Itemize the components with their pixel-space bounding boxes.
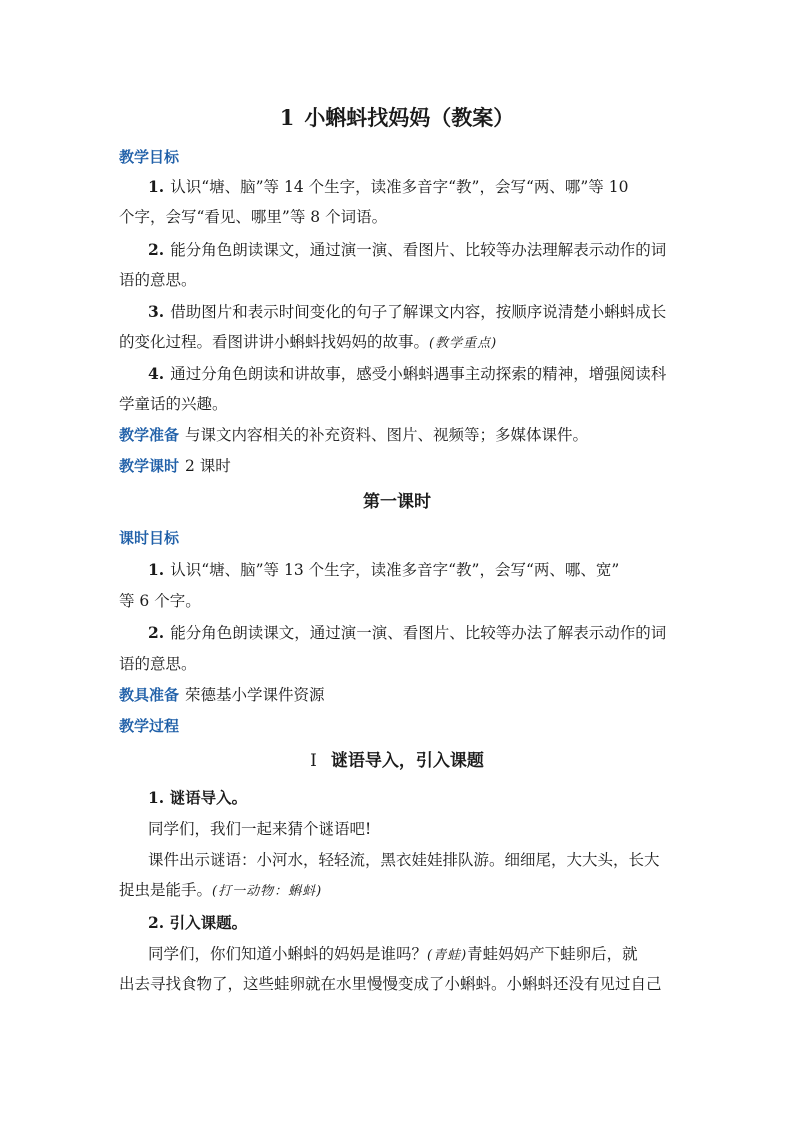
step-2-line-1: 同学们，你们知道小蝌蚪的妈妈是谁吗？(青蛙)青蛙妈妈产下蛙卵后，就	[148, 945, 638, 963]
lesson-goal-2-line-2: 语的意思。	[119, 655, 197, 673]
goal-4-line-1: 4. 通过分角色朗读和讲故事，感受小蝌蚪遇事主动探索的精神，增强阅读科	[148, 364, 667, 383]
goal-1-line-2: 个字，会写“看见、哪里”等 8 个词语。	[119, 208, 388, 226]
teaching-hours: 教学课时 2 课时	[119, 457, 231, 475]
frog-answer-note: (青蛙)	[427, 948, 468, 963]
step-1-paragraph-1: 同学们，我们一起来猜个谜语吧!	[148, 820, 372, 838]
key-point-note: (教学重点)	[429, 336, 498, 351]
goal-2-line-1: 2. 能分角色朗读课文，通过演一演、看图片、比较等办法理解表示动作的词	[148, 240, 667, 259]
title-text: 小蝌蚪找妈妈（教案）	[304, 105, 515, 130]
step-2-line-2: 出去寻找食物了，这些蛙卵就在水里慢慢变成了小蝌蚪。小蝌蚪还没有见过自己	[119, 975, 662, 993]
document-title	[0, 105, 794, 131]
riddle-line-2: 捉虫是能手。(打一动物：蝌蚪)	[119, 881, 323, 899]
lesson-1-heading: 第一课时	[363, 492, 431, 512]
goal-2-line-2: 语的意思。	[119, 271, 197, 289]
lesson-goals-label: 课时目标	[119, 529, 180, 547]
lesson-goal-1-line-2: 等 6 个字。	[119, 592, 201, 610]
title-number: 1	[279, 105, 295, 130]
riddle-answer-note: (打一动物：蝌蚪)	[212, 884, 323, 899]
goals-label: 教学目标	[119, 148, 180, 166]
teaching-tools: 教具准备 荣德基小学课件资源	[119, 686, 325, 704]
step-2-title: 2. 引入课题。	[148, 913, 248, 932]
teaching-prep: 教学准备 与课文内容相关的补充资料、图片、视频等；多媒体课件。	[119, 426, 589, 444]
section-1-heading: Ⅰ 谜语导入，引入课题	[310, 751, 484, 771]
goal-1-line-1: 1. 认识“塘、脑”等 14 个生字，读准多音字“教”，会写“两、哪”等 10	[148, 177, 629, 196]
lesson-goal-2-line-1: 2. 能分角色朗读课文，通过演一演、看图片、比较等办法了解表示动作的词	[148, 623, 667, 642]
goal-4-line-2: 学童话的兴趣。	[119, 395, 228, 413]
step-1-title: 1. 谜语导入。	[148, 788, 248, 807]
riddle-line-1: 课件出示谜语：小河水，轻轻流，黑衣娃娃排队游。细细尾，大大头，长大	[148, 851, 660, 869]
lesson-goal-1-line-1: 1. 认识“塘、脑”等 13 个生字，读准多音字“教”，会写“两、哪、宽”	[148, 560, 620, 579]
goal-3-line-1: 3. 借助图片和表示时间变化的句子了解课文内容，按顺序说清楚小蝌蚪成长	[148, 302, 667, 321]
process-label: 教学过程	[119, 717, 180, 735]
goal-3-line-2: 的变化过程。看图讲讲小蝌蚪找妈妈的故事。(教学重点)	[119, 333, 498, 351]
